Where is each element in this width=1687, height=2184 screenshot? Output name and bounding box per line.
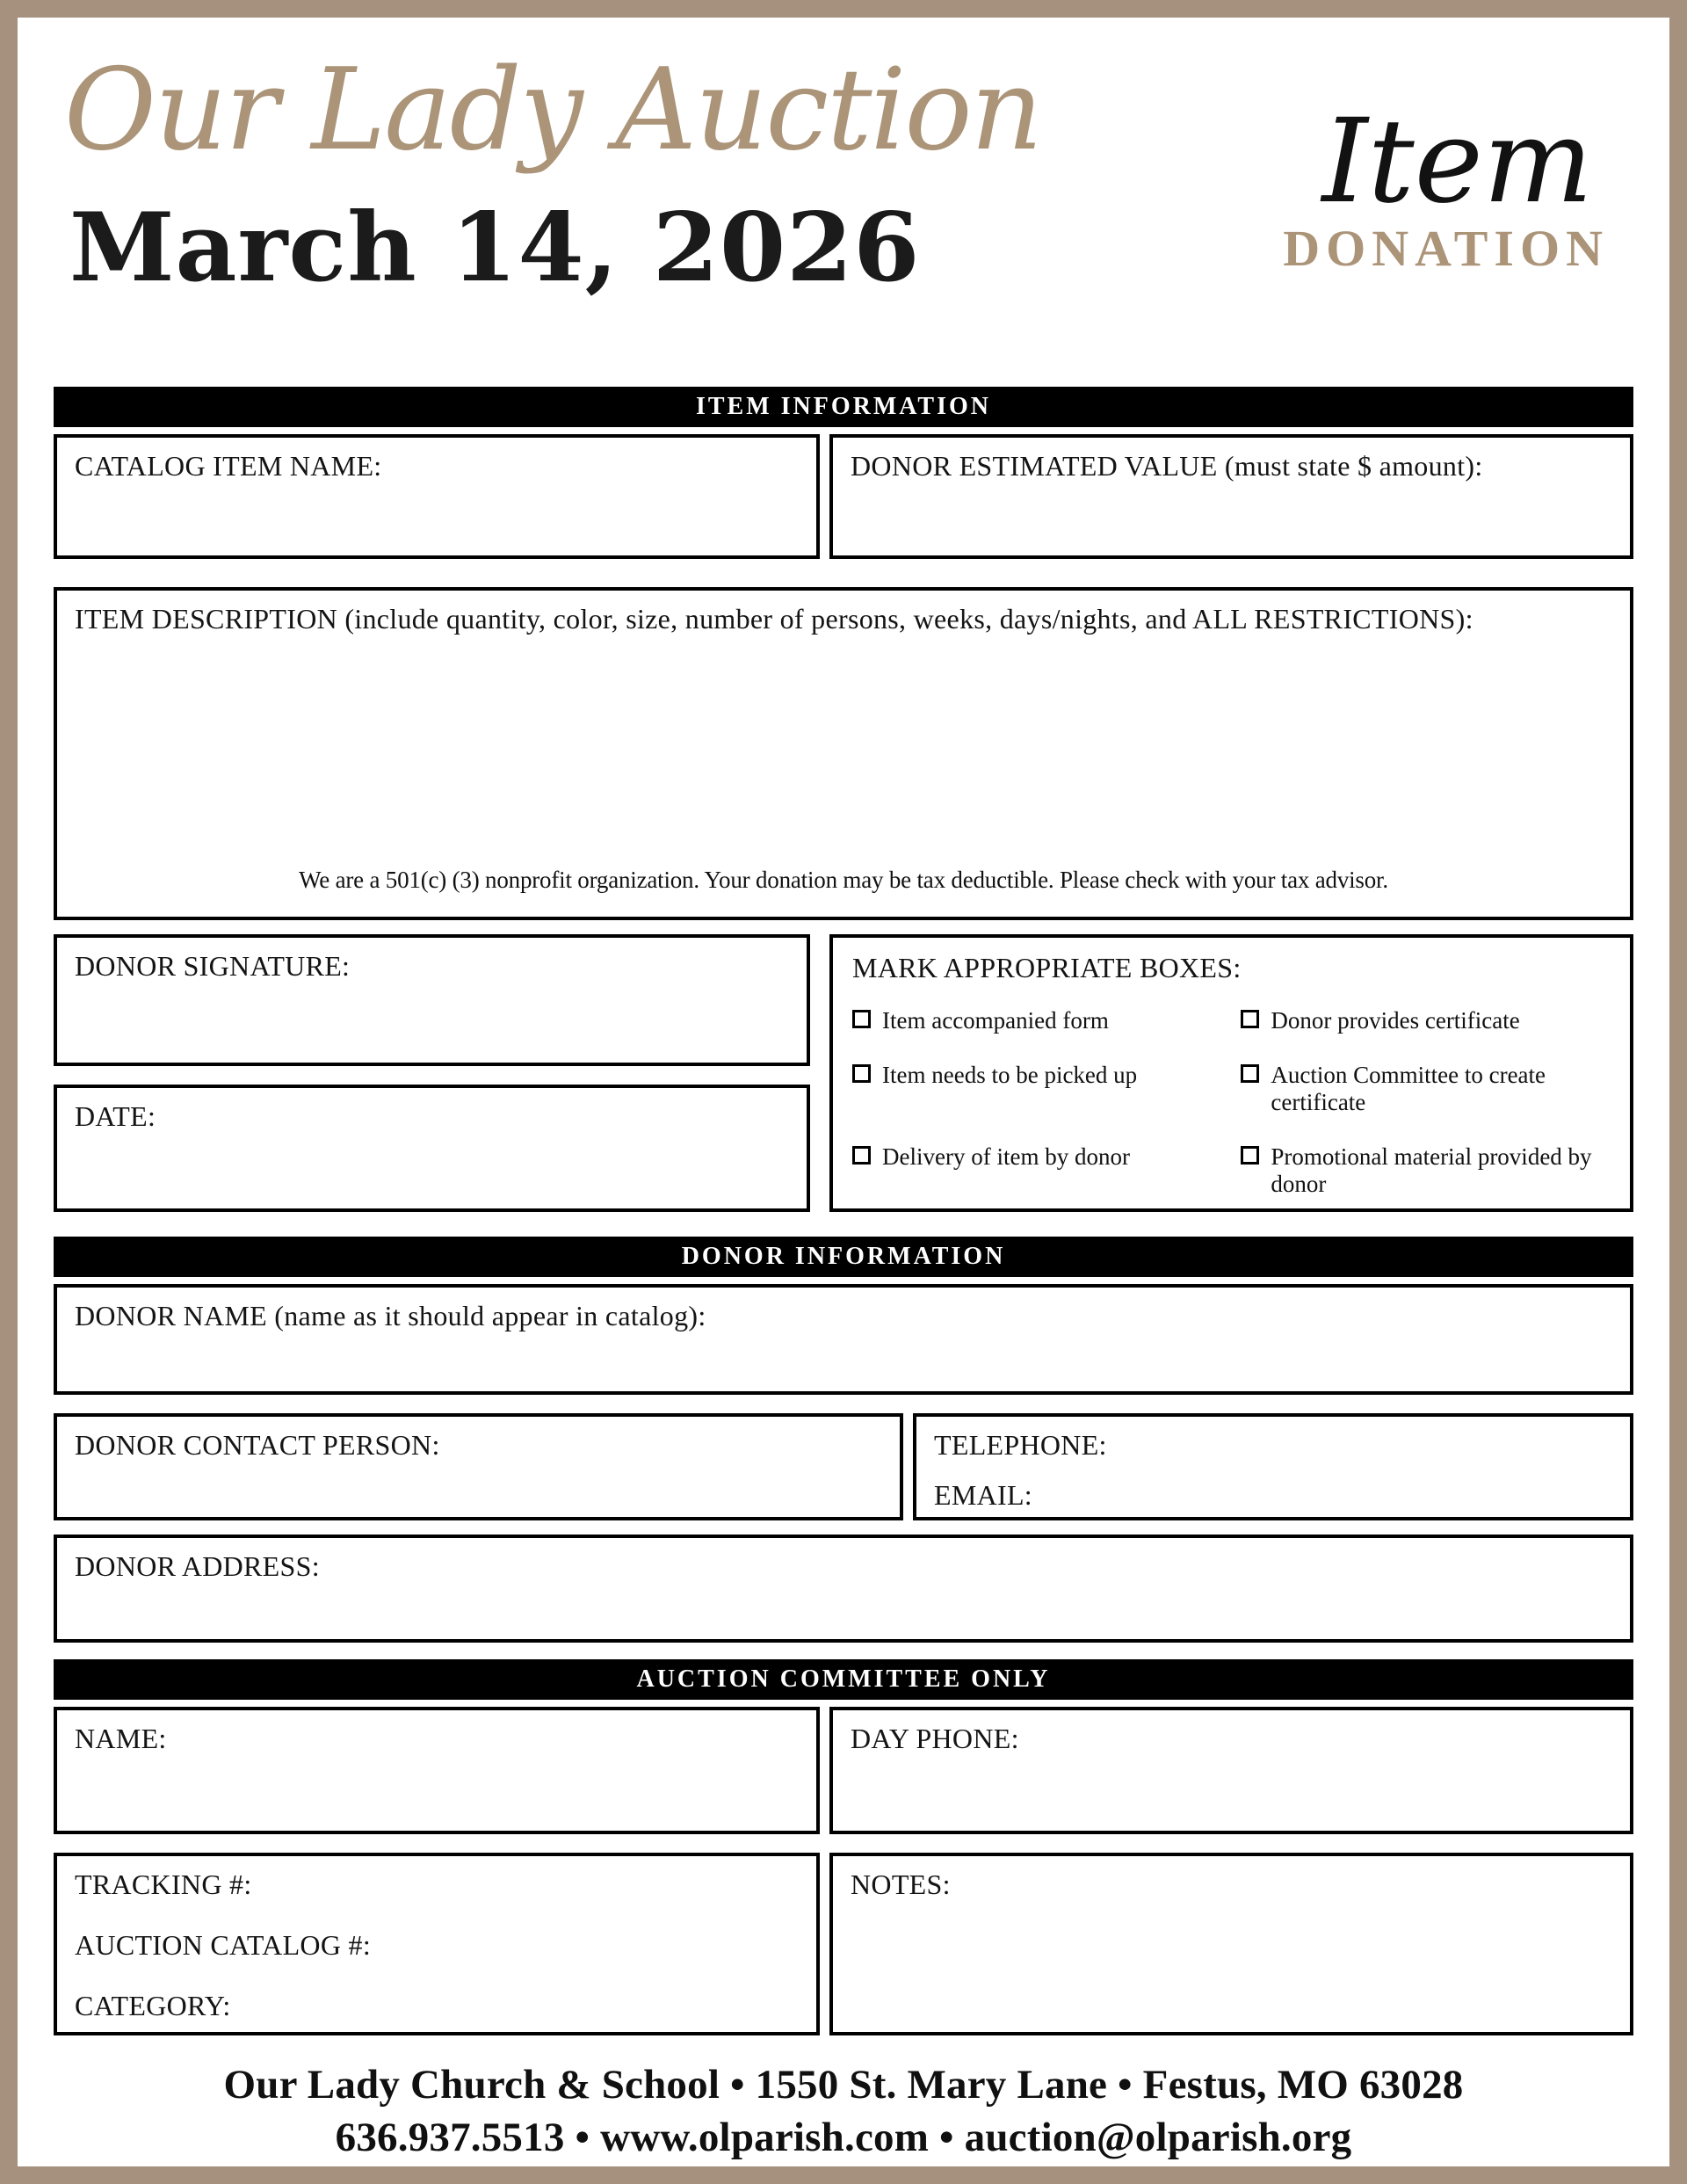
checkbox-label: Item needs to be picked up [882, 1062, 1138, 1089]
checkbox-label: Delivery of item by donor [882, 1143, 1130, 1171]
mark-boxes-label: MARK APPROPRIATE BOXES: [852, 952, 1242, 983]
checkbox-label: Item accompanied form [882, 1007, 1109, 1034]
day-phone-field[interactable] [829, 1707, 1633, 1834]
auction-committee-bar: AUCTION COMMITTEE ONLY [54, 1659, 1633, 1700]
catalog-item-name-label: CATALOG ITEM NAME: [75, 450, 382, 482]
auction-catalog-label: AUCTION CATALOG #: [75, 1929, 372, 1961]
day-phone-label: DAY PHONE: [851, 1723, 1019, 1754]
footer-address-line: Our Lady Church & School • 1550 St. Mary Lane • Festus, MO 63028 [223, 2062, 1464, 2108]
tracking-field[interactable] [54, 1853, 820, 2035]
check-item-delivery-by-donor [852, 1143, 1214, 1198]
signature-section [54, 934, 1633, 1212]
item-information-bar: ITEM INFORMATION [54, 387, 1633, 427]
notes-label: NOTES: [851, 1868, 951, 1900]
form-footer [54, 2058, 1633, 2164]
telephone-label: TELEPHONE: [934, 1429, 1107, 1461]
nonprofit-note: We are a 501(c) (3) nonprofit organization. Your donation may be tax deductible. Please check with your tax advisor. [299, 867, 1388, 893]
checkbox-pickup[interactable] [852, 1064, 871, 1083]
item-script-title: Item [1321, 94, 1593, 229]
auction-date-title: March 14, 2026 [69, 192, 921, 303]
checkbox-delivery-by-donor[interactable] [852, 1146, 871, 1165]
checkbox-promotional-material[interactable] [1241, 1146, 1259, 1165]
date-label: DATE: [75, 1100, 156, 1132]
checkbox-label: Auction Committee to create certificate [1271, 1062, 1546, 1116]
donor-contact-person-label: DONOR CONTACT PERSON: [75, 1429, 440, 1461]
donor-estimated-value-label: DONOR ESTIMATED VALUE (must state $ amount): [851, 450, 1483, 482]
check-item-committee-certificate [1241, 1062, 1611, 1116]
donor-signature-label: DONOR SIGNATURE: [75, 950, 351, 982]
donor-name-label: DONOR NAME (name as it should appear in catalog): [75, 1300, 706, 1331]
donor-estimated-value-field[interactable] [829, 434, 1633, 559]
check-item-donor-certificate [1241, 1007, 1611, 1034]
signature-column [54, 934, 810, 1212]
committee-name-row [54, 1707, 1633, 1834]
check-item-promotional-material [1241, 1143, 1611, 1198]
checkbox-label: Donor provides certificate [1271, 1007, 1520, 1034]
mark-boxes-field [829, 934, 1633, 1212]
category-label: CATEGORY: [75, 1990, 231, 2021]
donor-signature-field[interactable] [54, 934, 810, 1066]
auction-script-title: Our Lady Auction [64, 45, 1041, 176]
checkbox-committee-certificate[interactable] [1241, 1064, 1259, 1083]
checkbox-donor-certificate[interactable] [1241, 1010, 1259, 1028]
item-description-field[interactable] [54, 587, 1633, 920]
donor-address-field[interactable] [54, 1535, 1633, 1643]
tracking-notes-row [54, 1853, 1633, 2035]
contact-row [54, 1413, 1633, 1520]
checkbox-item-accompanied-form[interactable] [852, 1010, 871, 1028]
form-header [54, 45, 1633, 387]
check-item-accompanied-form [852, 1007, 1214, 1034]
committee-name-field[interactable] [54, 1707, 820, 1834]
form-content [18, 18, 1669, 2164]
donor-name-field[interactable] [54, 1284, 1633, 1395]
header-right-block [1283, 94, 1609, 278]
telephone-email-field[interactable] [913, 1413, 1633, 1520]
donor-address-label: DONOR ADDRESS: [75, 1550, 320, 1582]
donor-contact-person-field[interactable] [54, 1413, 903, 1520]
catalog-value-row [54, 434, 1633, 559]
item-description-label: ITEM DESCRIPTION (include quantity, color, size, number of persons, weeks, days/nights, and ALL RESTRICTIONS): [75, 603, 1473, 635]
donor-information-bar: DONOR INFORMATION [54, 1237, 1633, 1277]
footer-contact-line: 636.937.5513 • www.olparish.com • auction@olparish.org [335, 2115, 1352, 2161]
tracking-label: TRACKING #: [75, 1868, 252, 1900]
checkbox-label: Promotional material provided by donor [1271, 1143, 1592, 1198]
donation-title: DONATION [1283, 220, 1609, 278]
committee-name-label: NAME: [75, 1723, 167, 1754]
date-field[interactable] [54, 1085, 810, 1212]
checkbox-grid [852, 1007, 1611, 1198]
check-item-pickup [852, 1062, 1214, 1116]
catalog-item-name-field[interactable] [54, 434, 820, 559]
email-label: EMAIL: [934, 1479, 1033, 1511]
notes-field[interactable] [829, 1853, 1633, 2035]
